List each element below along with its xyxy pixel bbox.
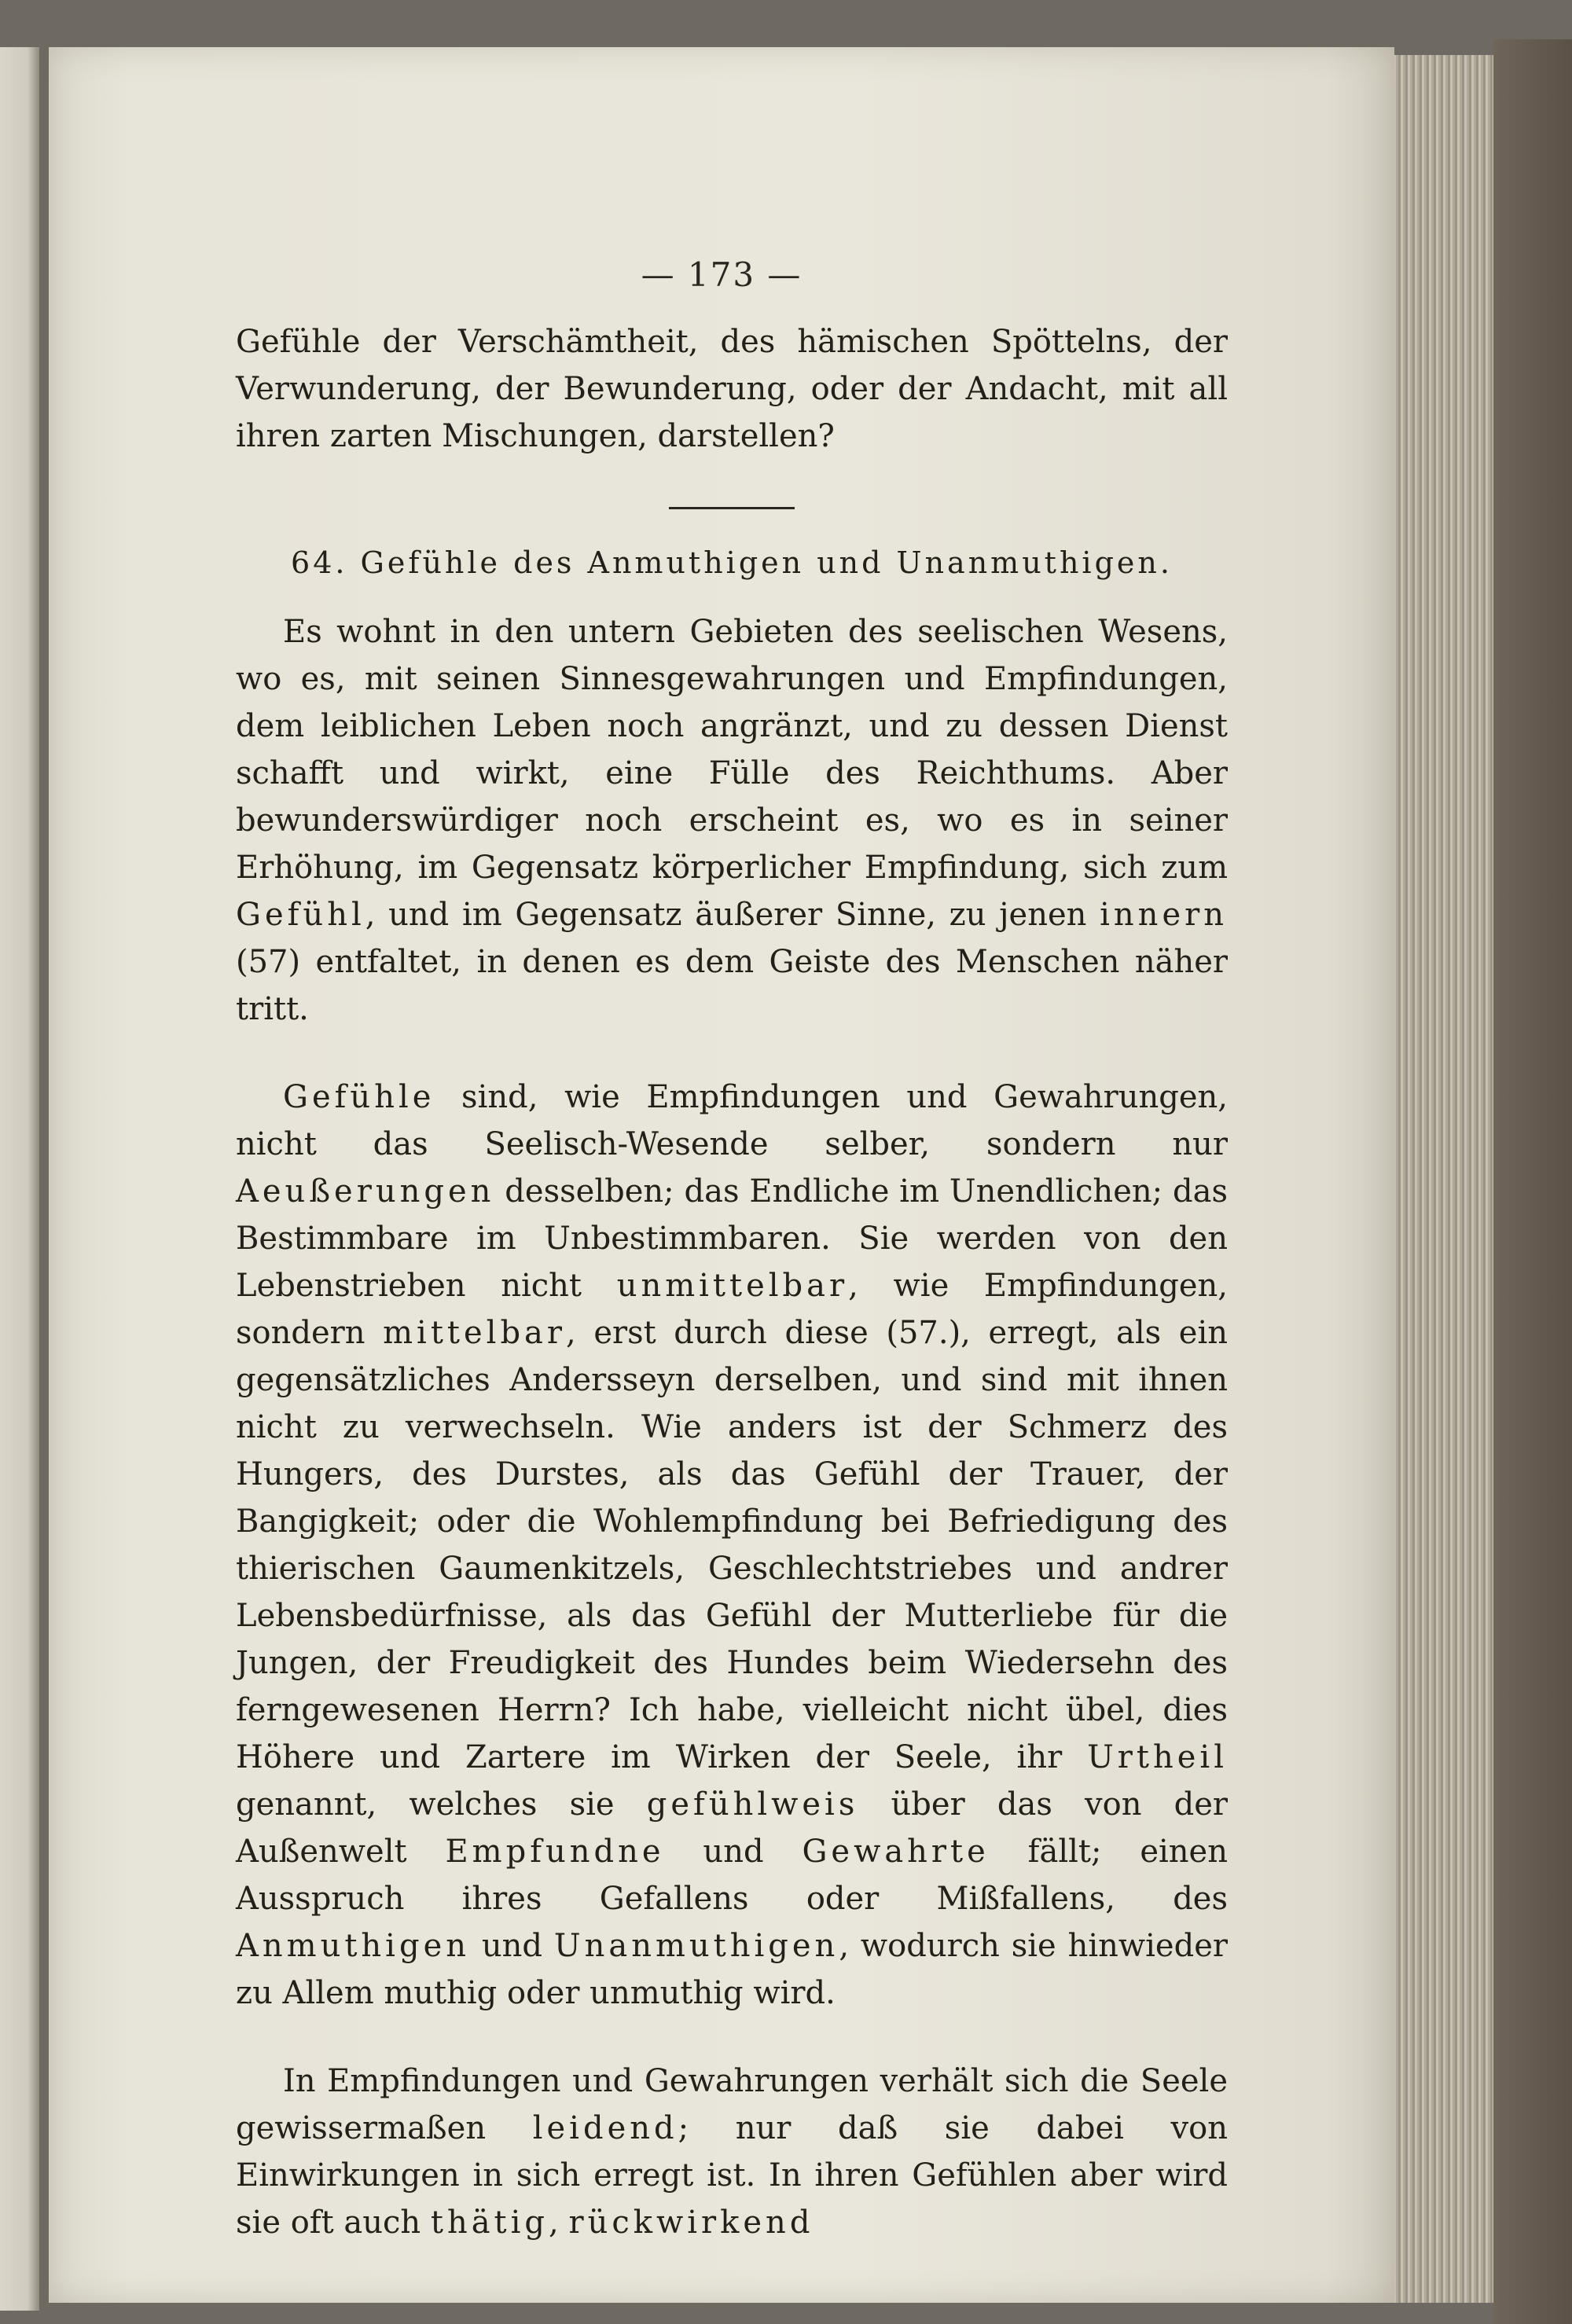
facing-page-edge (0, 47, 39, 2311)
paragraph-text: In Empfindungen und Gewahrungen verhält sich die Seele gewissermaßen (236, 2063, 1228, 2146)
page-body (236, 318, 1228, 2246)
emphasis-empfundne: Empfundne (445, 1834, 665, 1870)
emphasis-leidend: leidend (532, 2110, 678, 2146)
paragraph-text: , (549, 2205, 569, 2241)
paragraph-text: ; nur daß sie dabei von Einwirkungen in sich erregt ist. In ihren Gefühlen aber wird sie oft auch (236, 2110, 1228, 2241)
paragraph-gap (236, 1033, 1228, 1074)
emphasis-innern: innern (1100, 897, 1228, 933)
emphasis-urtheil: Urtheil (1087, 1739, 1228, 1775)
emphasis-mittelbar: mittelbar (383, 1315, 567, 1351)
paragraph-3 (236, 2058, 1228, 2246)
paragraph-text: und (470, 1928, 554, 1964)
emphasis-gefuehle: Gefühle (283, 1079, 435, 1115)
emphasis-aeusserungen: Aeußerungen (236, 1173, 495, 1210)
paragraph-text: sind, wie Empfindungen und Gewahrungen, nicht das Seelisch-Wesende selber, sondern nur (236, 1079, 1228, 1162)
book-cover (1493, 39, 1572, 2324)
emphasis-unanmuthigen: Unanmuthigen (553, 1928, 839, 1964)
paragraph-text: fällt; einen Ausspruch ihres Gefallens oder Mißfallens, des (236, 1834, 1228, 1917)
paragraph-text: über das von der Außenwelt (236, 1786, 1229, 1870)
section-heading: 64. Gefühle des Anmuthigen und Unanmuthigen. (291, 545, 1173, 580)
emphasis-gefuehlweis: gefühlweis (646, 1786, 859, 1823)
paragraph-text: , wie Empfindungen, sondern (236, 1268, 1228, 1351)
paragraph-text: und (664, 1834, 803, 1870)
paragraph-text: , wodurch sie hinwieder zu Allem muthig oder unmuthig wird. (236, 1928, 1229, 2011)
page-number: — 173 — (641, 255, 803, 294)
page-stack-edge (1391, 55, 1509, 2303)
paragraph-gap (236, 2017, 1228, 2058)
paragraph-text: Es wohnt in den untern Gebieten des seelischen Wesens, wo es, mit seinen Sinnesgewahrungen und Empfindungen, dem leiblichen Leben noch angränzt, und zu dessen Dienst schafft und wirkt, eine Fülle des Reichthums. Aber bewunderswürdiger noch erscheint es, wo es in seiner Erhöhung, im Gegensatz körperlicher Empfindung, sich zum (236, 614, 1228, 886)
paragraph-2 (236, 1074, 1228, 2017)
emphasis-rueckwirkend: rückwirkend (568, 2205, 814, 2241)
emphasis-gewahrte: Gewahrte (802, 1834, 990, 1870)
book-page (49, 47, 1394, 2303)
emphasis-unmittelbar: unmittelbar (616, 1268, 849, 1304)
emphasis-gefuehl: Gefühl (236, 897, 365, 933)
paragraph-text: (57) entfaltet, in denen es dem Geiste des Menschen näher tritt. (236, 944, 1228, 1027)
emphasis-thaetig: thätig (430, 2205, 549, 2241)
paragraph-text: desselben; das Endliche im Unendlichen; das Bestimmbare im Unbestimmbaren. Sie werden von den Lebenstrieben nicht (236, 1173, 1228, 1304)
paragraph-text: genannt, welches sie (236, 1786, 647, 1823)
section-divider (669, 507, 795, 509)
paragraph-text: , und im Gegensatz äußerer Sinne, zu jenen (365, 897, 1100, 933)
opening-paragraph: Gefühle der Verschämtheit, des hämischen Spöttelns, der Verwunderung, der Bewunderung, oder der Andacht, mit all ihren zarten Mischungen, darstellen? (236, 324, 1228, 454)
emphasis-anmuthigen: Anmuthigen (236, 1928, 471, 1964)
paragraph-1 (236, 608, 1228, 1033)
paragraph-text: , erst durch diese (57.), erregt, als ein gegensätzliches Andersseyn derselben, und sind mit ihnen nicht zu verwechseln. Wie anders ist der Schmerz des Hungers, des Durstes, als das Gefühl der Trauer, der Bangigkeit; oder die Wohlempfindung bei Befriedigung des thierischen Gaumenkitzels, Geschlechtstriebes und andrer Lebensbedürfnisse, als das Gefühl der Mutterliebe für die Jungen, der Freudigkeit des Hundes beim Wiedersehn des ferngewesenen Herrn? Ich habe, vielleicht nicht übel, dies Höhere und Zartere im Wirken der Seele, ihr (236, 1315, 1228, 1775)
